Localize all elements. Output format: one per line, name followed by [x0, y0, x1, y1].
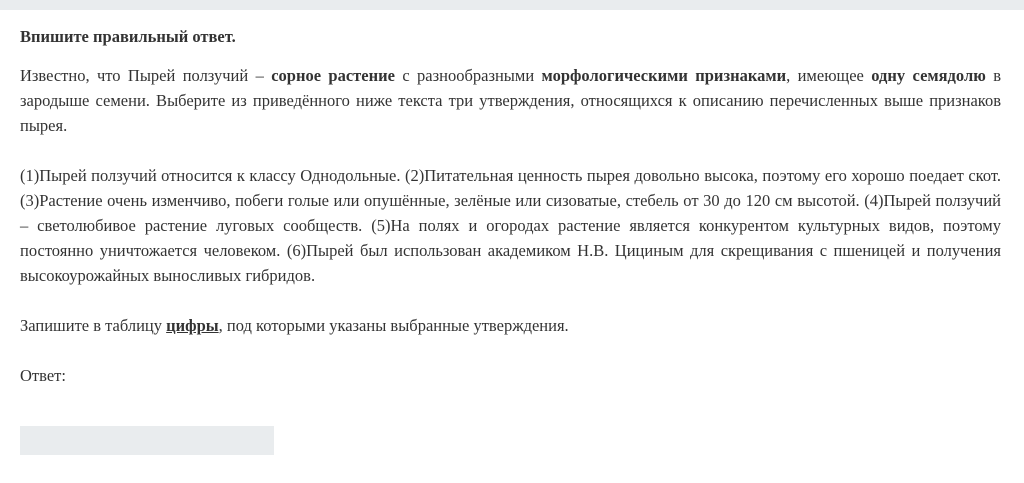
intro-text-3: , имеющее [786, 66, 872, 85]
answer-label: Ответ: [20, 366, 66, 385]
intro-text-2: с разнообразными [394, 66, 542, 85]
intro-text-4: в зародыше семени. Выберите из приведённого ниже текста три утверждения, относящихся к описанию перечисленных выше признаков пырея. [20, 66, 1001, 135]
top-bar [0, 0, 1024, 10]
task-title: Впишите правильный ответ. [20, 27, 236, 46]
task-content [20, 27, 1001, 388]
task-statements: (1)Пырей ползучий относится к классу Однодольные. (2)Питательная ценность пырея довольно высока, поэтому его хорошо поедает скот. (3)Растение очень изменчиво, побеги голые или опушённые, зелёные или сизоватые, стебель от 30 до 120 см высотой. (4)Пырей ползучий – светолюбивое растение луговых сообществ. (5)На полях и огородах растение является конкурентом культурных видов, поэтому постоянно уничтожается человеком. (6)Пырей был использован академиком Н.В. Цициным для скрещивания с пшеницей и получения высокоурожайных выносливых гибридов. [20, 166, 1001, 285]
instruction-underline-digits: цифры [166, 316, 219, 335]
intro-bold-cotyledon: одну семядолю [871, 66, 986, 85]
task-intro [20, 63, 1001, 138]
intro-text-1: Известно, что Пырей ползучий – [20, 66, 272, 85]
intro-bold-weed: сорное растение [271, 66, 395, 85]
instruction-text-1: Запишите в таблицу [20, 316, 167, 335]
intro-bold-morphology: морфологическими признаками [541, 66, 787, 85]
answer-input[interactable] [20, 426, 274, 455]
task-instruction [20, 313, 1001, 338]
instruction-text-2: , под которыми указаны выбранные утверждения. [218, 316, 569, 335]
